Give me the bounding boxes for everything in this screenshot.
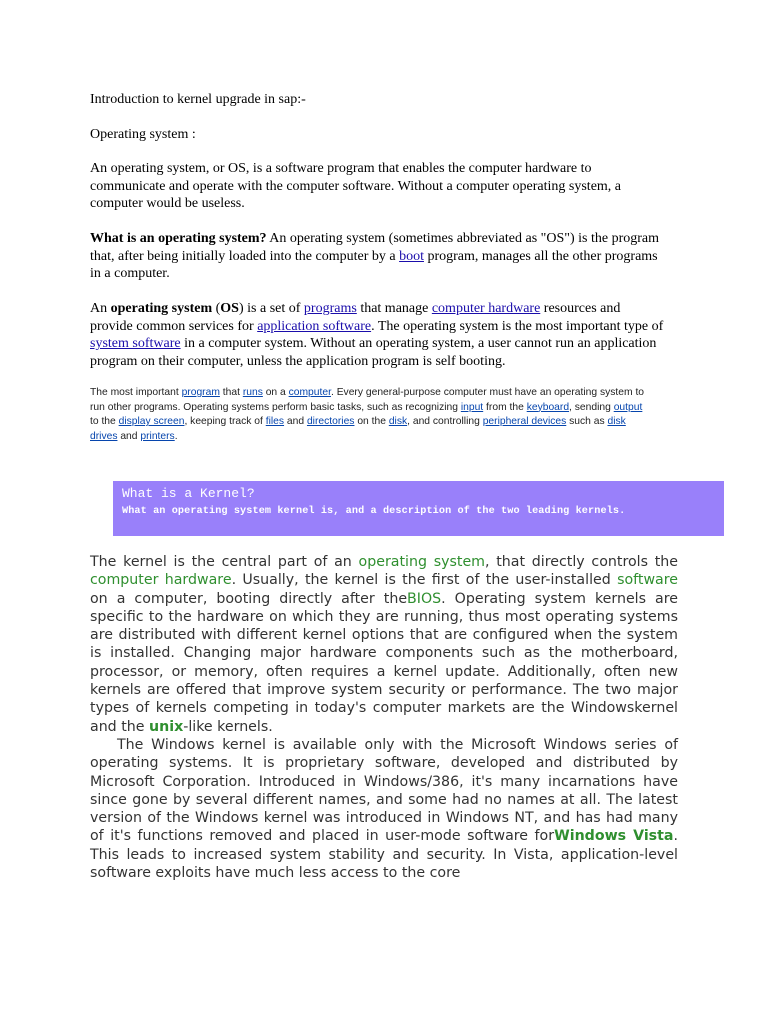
text-span: An bbox=[90, 301, 111, 316]
text-span: on the bbox=[354, 416, 389, 428]
text-span: . Every general-purpose computer must have an operating system to run other programs. Operating systems perform basic tasks, such as recognizing bbox=[90, 387, 645, 413]
what-is-os-paragraph bbox=[90, 230, 665, 283]
banner-subtitle: What an operating system kernel is, and a description of the two leading kernels. bbox=[122, 506, 626, 517]
text-span: and bbox=[117, 431, 141, 443]
text-span: The Windows kernel is available only with the Microsoft Windows series of operating systems. It is proprietary software, developed and distributed by Microsoft Corporation. Introduced in Windows/386, it's many incarnations have since gone by several different names, and some had no names at all. The latest version of the Windows kernel was introduced in Windows NT, and has had many of it's functions removed and placed in user-mode software for bbox=[90, 736, 678, 845]
text-span: ) is a set of bbox=[238, 301, 304, 316]
text-span: . bbox=[174, 431, 178, 443]
text-span: from the bbox=[483, 401, 527, 413]
computer-link[interactable]: computer bbox=[288, 387, 331, 398]
text-span: resources and provide common services for bbox=[90, 301, 621, 334]
bios-term[interactable]: BIOS bbox=[407, 590, 442, 607]
files-link[interactable]: files bbox=[265, 416, 285, 428]
banner-title: What is a Kernel? bbox=[122, 486, 255, 501]
text-span: , and controlling bbox=[407, 416, 483, 428]
text-span: The kernel is the central part of an bbox=[90, 554, 359, 570]
directories-link[interactable]: directories bbox=[306, 416, 355, 428]
text-span: . Operating system kernels are specific to the hardware on which they are running, thus most operating systems are distributed with different kernel options that are configured when the system is installed. Changing major hardware components such as the motherboard, processor, or memory, often requires a kernel update. Additionally, often new kernels are offered that improve system security or performance. The two major types of kernels competing in today's computer markets are the Windowskernel and the bbox=[90, 590, 678, 735]
os-label: Operating system : bbox=[90, 127, 196, 142]
text-span: that bbox=[219, 387, 243, 398]
bold-term: OS bbox=[220, 301, 239, 316]
disk-drives-link[interactable]: disk drives bbox=[90, 416, 626, 443]
text-span: . The operating system is the most important type of bbox=[371, 318, 664, 334]
text-span: on a bbox=[262, 387, 289, 398]
os-tasks-paragraph bbox=[90, 386, 650, 445]
kernel-article bbox=[90, 553, 678, 882]
text-span: and bbox=[284, 416, 307, 428]
text-span: program, manages all the other programs in a computer. bbox=[90, 248, 658, 281]
text-span: to the bbox=[90, 416, 119, 428]
computer-hardware-link[interactable]: computer hardware bbox=[431, 301, 541, 316]
application-software-link[interactable]: application software bbox=[257, 318, 372, 334]
text-span: . This leads to increased system stability and security. In Vista, application-level software exploits have much less access to the core bbox=[90, 828, 678, 882]
text-span: in a computer system. Without an operating system, a user cannot run an application program on their computer, unless the application program is self booting. bbox=[90, 336, 657, 369]
text-span: , sending bbox=[569, 401, 614, 413]
peripheral-devices-link[interactable]: peripheral devices bbox=[482, 416, 567, 428]
system-software-link[interactable]: system software bbox=[90, 336, 181, 351]
program-link[interactable]: program bbox=[181, 387, 220, 398]
text-span: ( bbox=[212, 301, 221, 316]
intro-paragraph: An operating system, or OS, is a software program that enables the computer hardware to communicate and operate with the computer software. Without a computer operating system, a computer would be useless. bbox=[90, 161, 622, 211]
input-link[interactable]: input bbox=[460, 401, 484, 413]
text-span: An operating system (sometimes abbreviated as "OS") is the program that, after being initially loaded into the computer by a bbox=[90, 231, 660, 264]
runs-link[interactable]: runs bbox=[242, 387, 263, 398]
what-is-os-question: What is an operating system? bbox=[90, 231, 267, 246]
kernel-paragraph-2 bbox=[90, 736, 678, 882]
os-definition-paragraph bbox=[90, 300, 665, 370]
text-span: that manage bbox=[356, 301, 432, 316]
unix-term[interactable]: unix bbox=[149, 718, 184, 735]
text-span: . Usually, the kernel is the first of the user-installed bbox=[231, 572, 618, 589]
boot-link[interactable]: boot bbox=[399, 248, 424, 264]
page-heading: Introduction to kernel upgrade in sap:- bbox=[90, 92, 306, 107]
text-span: -like kernels. bbox=[183, 718, 273, 735]
operating-system-term[interactable]: operating system bbox=[358, 554, 485, 570]
programs-link[interactable]: programs bbox=[303, 301, 357, 316]
computer-hardware-term[interactable]: computer hardware bbox=[90, 572, 232, 589]
text-span: The most important bbox=[90, 387, 182, 398]
kernel-paragraph-1 bbox=[90, 553, 678, 736]
printers-link[interactable]: printers bbox=[140, 431, 175, 443]
keyboard-link[interactable]: keyboard bbox=[526, 401, 570, 413]
bold-term: operating system bbox=[110, 301, 213, 316]
text-span: on a computer, booting directly after the bbox=[90, 590, 408, 607]
windows-vista-term[interactable]: Windows Vista bbox=[554, 828, 674, 845]
text-span: , that directly controls the bbox=[485, 554, 678, 570]
disk-link[interactable]: disk bbox=[388, 416, 408, 428]
output-link[interactable]: output bbox=[613, 401, 643, 413]
text-span: such as bbox=[566, 416, 608, 428]
display-screen-link[interactable]: display screen bbox=[118, 416, 185, 428]
text-span: , keeping track of bbox=[184, 416, 266, 428]
software-term[interactable]: software bbox=[617, 572, 678, 589]
kernel-banner bbox=[113, 481, 724, 536]
